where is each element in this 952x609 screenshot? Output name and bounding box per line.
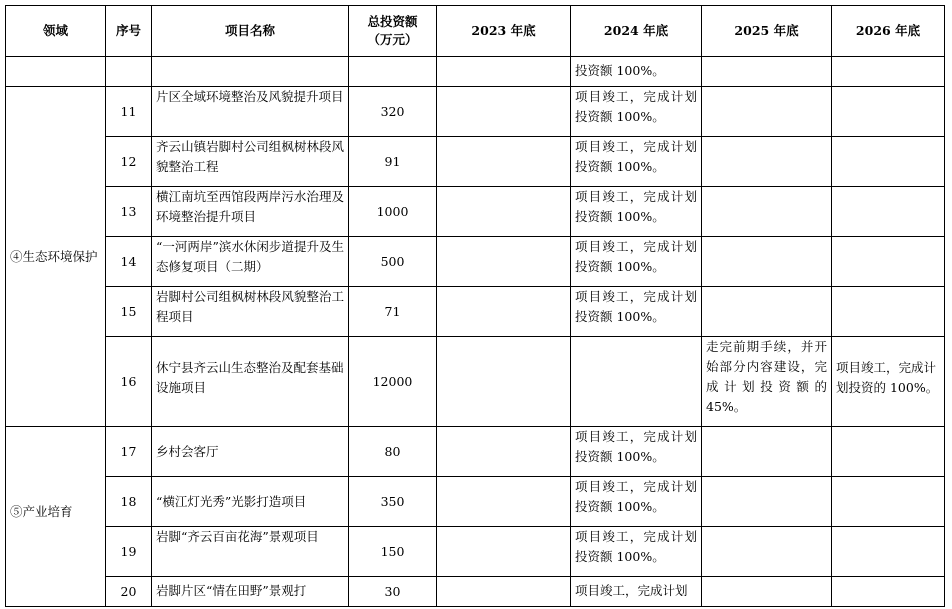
cell-investment	[349, 57, 437, 87]
cell-2024: 项目竣工，完成计划投资额 100%。	[571, 187, 702, 237]
cell-2026	[832, 57, 945, 87]
table-row	[6, 237, 945, 287]
cell-2025	[702, 477, 832, 527]
cell-2023	[437, 527, 571, 577]
cell-2026	[832, 187, 945, 237]
cell-2025	[702, 577, 832, 607]
cell-2024: 项目竣工，完成计划投资额 100%。	[571, 427, 702, 477]
cell-investment: 150	[349, 527, 437, 577]
cell-2024: 投资额 100%。	[571, 57, 702, 87]
header-investment	[349, 6, 437, 57]
header-project-name: 项目名称	[152, 6, 349, 57]
cell-name: 岩脚村公司组枫树林段风貌整治工程项目	[152, 287, 349, 337]
cell-2024: 项目竣工，完成计划投资额 100%。	[571, 87, 702, 137]
cell-investment: 1000	[349, 187, 437, 237]
cell-name: “横江灯光秀”光影打造项目	[152, 477, 349, 527]
cell-2024: 项目竣工，完成计划投资额 100%。	[571, 477, 702, 527]
cell-2023	[437, 577, 571, 607]
domain-group-cell: ⑤产业培育	[6, 427, 106, 607]
table-row	[6, 287, 945, 337]
cell-2023	[437, 427, 571, 477]
cell-2026	[832, 237, 945, 287]
cell-2023	[437, 137, 571, 187]
cell-2026	[832, 527, 945, 577]
cell-seq: 12	[106, 137, 152, 187]
cell-2023	[437, 477, 571, 527]
table-row	[6, 577, 945, 607]
cell-2026	[832, 577, 945, 607]
cell-2026	[832, 137, 945, 187]
header-seq: 序号	[106, 6, 152, 57]
cell-seq: 14	[106, 237, 152, 287]
cell-seq: 20	[106, 577, 152, 607]
cell-2025	[702, 87, 832, 137]
cell-2023	[437, 237, 571, 287]
cell-investment: 91	[349, 137, 437, 187]
cell-name: 片区全域环境整治及风貌提升项目	[152, 87, 349, 137]
cell-2025	[702, 57, 832, 87]
cell-2023	[437, 57, 571, 87]
cell-2024: 项目竣工，完成计划投资额 100%。	[571, 287, 702, 337]
table-row-continuation	[6, 57, 945, 87]
cell-name: 岩脚“齐云百亩花海”景观项目	[152, 527, 349, 577]
cell-seq	[106, 57, 152, 87]
cell-seq: 19	[106, 527, 152, 577]
cell-2023	[437, 337, 571, 427]
cell-name: 横江南坑至西馆段两岸污水治理及环境整治提升项目	[152, 187, 349, 237]
cell-investment: 71	[349, 287, 437, 337]
cell-investment: 320	[349, 87, 437, 137]
table-row	[6, 187, 945, 237]
document-page	[5, 5, 945, 607]
cell-2025	[702, 527, 832, 577]
cell-2025	[702, 287, 832, 337]
cell-investment: 500	[349, 237, 437, 287]
cell-2024: 项目竣工，完成计划投资额 100%。	[571, 527, 702, 577]
cell-name: 乡村会客厅	[152, 427, 349, 477]
cell-seq: 16	[106, 337, 152, 427]
domain-group-cell: ④生态环境保护	[6, 87, 106, 427]
cell-2023	[437, 287, 571, 337]
cell-2026	[832, 427, 945, 477]
cell-2023	[437, 87, 571, 137]
cell-2024: 项目竣工，完成计划投资额 100%。	[571, 137, 702, 187]
table-row	[6, 477, 945, 527]
cell-seq: 11	[106, 87, 152, 137]
cell-2024	[571, 337, 702, 427]
cell-2025	[702, 137, 832, 187]
cell-domain	[6, 57, 106, 87]
cell-2026: 项目竣工，完成计划投资的 100%。	[832, 337, 945, 427]
cell-2024: 项目竣工，完成计划投资额 100%。	[571, 237, 702, 287]
cell-2026	[832, 87, 945, 137]
header-2024: 2024 年底	[571, 6, 702, 57]
cell-2025	[702, 237, 832, 287]
header-2026: 2026 年底	[832, 6, 945, 57]
header-domain: 领域	[6, 6, 106, 57]
cell-seq: 18	[106, 477, 152, 527]
cell-name: 齐云山镇岩脚村公司组枫树林段风貌整治工程	[152, 137, 349, 187]
cell-name	[152, 57, 349, 87]
header-2025: 2025 年底	[702, 6, 832, 57]
cell-name: 休宁县齐云山生态整治及配套基础设施项目	[152, 337, 349, 427]
table-row	[6, 337, 945, 427]
cell-2026	[832, 287, 945, 337]
table-row	[6, 527, 945, 577]
cell-seq: 15	[106, 287, 152, 337]
cell-2025	[702, 187, 832, 237]
table-row	[6, 137, 945, 187]
cell-2025	[702, 427, 832, 477]
cell-investment: 80	[349, 427, 437, 477]
cell-2024: 项目竣工，完成计划	[571, 577, 702, 607]
cell-name: “一河两岸”滨水休闲步道提升及生态修复项目（二期）	[152, 237, 349, 287]
cell-investment: 350	[349, 477, 437, 527]
project-schedule-table	[5, 5, 945, 607]
table-row	[6, 427, 945, 477]
cell-seq: 17	[106, 427, 152, 477]
header-investment-text: 总投资额 （万元）	[367, 14, 418, 47]
header-2023: 2023 年底	[437, 6, 571, 57]
table-header-row	[6, 6, 945, 57]
cell-2023	[437, 187, 571, 237]
cell-name: 岩脚片区“情在田野”景观打	[152, 577, 349, 607]
cell-investment: 12000	[349, 337, 437, 427]
cell-investment: 30	[349, 577, 437, 607]
cell-2025: 走完前期手续，并开始部分内容建设，完成计划投资额的45%。	[702, 337, 832, 427]
table-row	[6, 87, 945, 137]
cell-2026	[832, 477, 945, 527]
cell-seq: 13	[106, 187, 152, 237]
